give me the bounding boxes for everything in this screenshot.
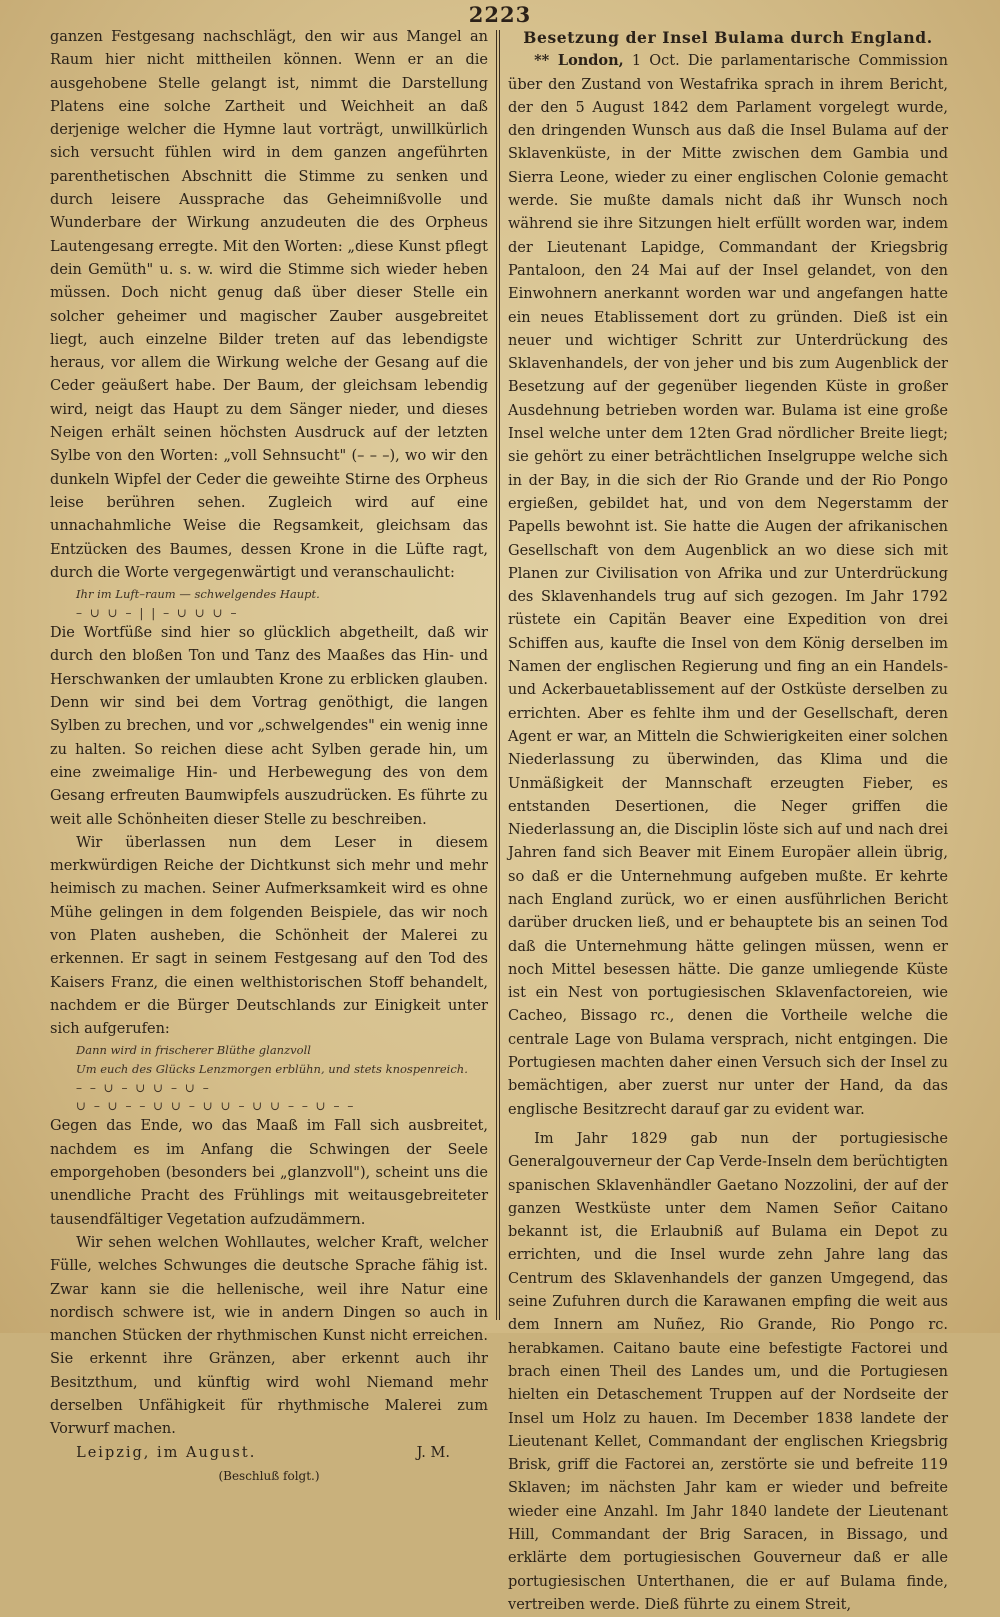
paragraph: ganzen Festgesang nachschlägt, den wir aus Mangel an Raum hier nicht mittheilen können. Wenn er an die ausgehobene Stelle gelangt ist, nimmt die Darstellung Platens eine solche Zartheit und Weichheit an daß derjenige welcher die Hymne laut vorträgt, unwillkürlich sich versucht fühlen wird in dem ganzen angeführten parenthetischen Abschnitt die Stimme zu senken und durch leisere Aussprache das Geheimnißvolle und Wunderbare der Wirkung anzudeuten die des Orpheus Lautengesang erregte. Mit den Worten: „diese Kunst pflegt dein Gemüth" u. s. w. wird die Stimme sich wieder heben müssen. Doch nicht genug daß über dieser Stelle ein solcher geheimer und magischer Zauber ausgebreitet liegt, auch einzelne Bilder treten auf das lebendigste heraus, vor allem die Wirkung welche der Gesang auf die Ceder geäußert habe. Der Baum, der gleichsam lebendig wird, neigt das Haupt zu dem Sänger nieder, und dieses Neigen erhält seinen höchsten Ausdruck auf der letzten Sylbe von den Worten: „voll Sehnsucht" (– – –), wo wir den dunkeln Wipfel der Ceder die geweihte Stirne des Orpheus leise berühren sehen. Zugleich wird auf eine unnachahmliche Weise die Regsamkeit, gleichsam das Entzücken des Baumes, dessen Krone in die Lüfte ragt, durch die Worte vergegenwärtigt und veranschaulicht: [50,29,488,581]
paragraph: Im Jahr 1829 gab nun der portugiesische Generalgouverneur der Cap Verde-Inseln dem berüchtigten spanischen Sklavenhändler Gaetano Nozzolini, der auf der ganzen Westküste unter dem Namen Señor Caitano bekannt ist, die Erlaubniß auf Bulama ein Depot zu errichten, und die Insel wurde zehn Jahre lang das Centrum des Sklavenhandels der ganzen Umgegend, das seine Zufuhren durch die Karawanen empfing die weit aus dem Innern am Nuñez, Rio Grande, Rio Pongo rc. herabkamen. Caitano baute eine befestigte Factorei und brach einen Theil des Landes um, und die Portugiesen hielten ein Detaschement Truppen auf der Nordseite der Insel um Holz zu hauen. Im December 1838 landete der Lieutenant Kellet, Commandant der englischen Kriegsbrig Brisk, griff die Factorei an, zerstörte sie und befreite 119 Sklaven; im nächsten Jahr kam er wieder und befreite wieder eine Anzahl. Im Jahr 1840 landete der Lieutenant Hill, Commandant der Brig Saracen, in Bissago, und erklärte dem portugiesischen Gouverneur daß er alle portugiesischen Unterthanen, die er auf Bulama finde, vertreiben werde. Dieß führte zu einem Streit, [508,1130,948,1613]
verse-quote: Um euch des Glücks Lenzmorgen erblühn, und stets knospenreich. [76,1062,468,1077]
verse-quote: Dann wird in frischerer Blüthe glanzvoll [76,1043,311,1058]
page-number: 2223 [468,2,532,27]
meter-notation: – ∪ ∪ – | | – ∪ ∪ ∪ – [76,606,239,621]
paragraph-text: 1 Oct. Die parlamentarische Commission über den Zustand von Westafrika sprach in ihrem Bericht, der den 5 August 1842 dem Parlament vorgelegt wurde, den dringenden Wunsch aus daß die Insel Bulama auf der Sklavenküste, in der Mitte zwischen dem Gambia und Sierra Leone, wieder zu einer englischen Colonie gemacht werde. Sie mußte damals nicht daß ihr Wunsch noch während sie ihre Sitzungen hielt erfüllt worden war, indem der Lieutenant Lapidge, Commandant der Kriegsbrig Pantaloon, den 24 Mai auf der Insel gelandet, von den Einwohnern anerkannt worden war und angefangen hatte ein neues Etablissement dort zu gründen. Dieß ist ein neuer und wichtiger Schritt zur Unterdrückung des Sklavenhandels, der von jeher und bis zum Augenblick der Besetzung auf der gegenüber liegenden Küste in großer Ausdehnung betrieben worden war. Bulama ist eine große Insel welche unter dem 12ten Grad nördlicher Breite liegt; sie gehört zu einer beträchtlichen Inselgruppe welche sich in der Bay, in die sich der Rio Grande und der Rio Pongo ergießen, gebildet hat, und von dem Negerstamm der Papells bewohnt ist. Sie hatte die Augen der afrikanischen Gesellschaft von dem Augenblick an wo diese sich mit Planen zur Civilisation von Afrika und zur Unterdrückung des Sklavenhandels trug auf sich gezogen. Im Jahr 1792 rüstete ein Capitän Beaver eine Expedition von drei Schiffen aus, kaufte die Insel von dem König derselben im Namen der englischen Regierung und fing an ein Handels- und Ackerbauetablissement auf der Ostküste derselben zu errichten. Aber es fehlte ihm und der Gesellschaft, deren Agent er war, an Mitteln die Schwierigkeiten einer solchen Niederlassung zu überwinden, das Klima und die Unmäßigkeit der Mannschaft erzeugten Fieber, es entstanden Desertionen, die Neger griffen die Niederlassung an, die Disciplin löste sich auf und nach drei Jahren fand sich Beaver mit Einem Europäer allein übrig, so daß er die Unternehmung aufgeben mußte. Er kehrte nach England zurück, wo er einen ausführlichen Bericht darüber drucken ließ, und er behauptete bis an seinen Tod daß die Unternehmung hätte gelingen müssen, wenn er noch Mittel besessen hätte. Die ganze umliegende Küste ist ein Nest von portugiesischen Sklavenfactoreien, wie Cacheo, Bissago rc., denen die Vortheile welche die centrale Lage von Bulama versprach, nicht entgingen. Die Portugiesen machten daher einen Versuch sich der Insel zu bemächtigen, aber zuerst nur unter der Hand, da das englische Besitzrecht darauf gar zu evident war. [508,53,948,1118]
column-rule [496,30,497,1320]
author-signature: J. M. [416,1444,450,1461]
meter-notation: – – ∪ – ∪ ∪ – ∪ – [76,1081,211,1096]
signature-line [50,1442,488,1465]
place-date: Leipzig, im August. [76,1444,257,1461]
paragraph: Wir überlassen nun dem Leser in diesem merkwürdigen Reiche der Dichtkunst sich mehr und mehr heimisch zu machen. Seiner Aufmerksamkeit wird es ohne Mühe gelingen in dem folgenden Beispiele, das wir noch von Platen ausheben, die Schönheit der Malerei zu erkennen. Er sagt in seinem Festgesang auf den Tod des Kaisers Franz, die einen welthistorischen Stoff behandelt, nachdem er die Bürger Deutschlands zur Einigkeit unter sich aufgerufen: [50,834,488,1038]
left-column [50,26,488,1488]
continuation-note: (Beschluß folgt.) [218,1468,320,1483]
dateline: ** London, [534,52,624,70]
paragraph: Die Wortfüße sind hier so glücklich abgetheilt, daß wir durch den bloßen Ton und Tanz des Maaßes das Hin- und Herschwanken der umlaubten Krone zu erblicken glauben. Denn wir sind bei dem Vortrag genöthigt, die langen Sylben zu brechen, und vor „schwelgendes" ein wenig inne zu halten. So reichen diese acht Sylben gerade hin, um eine zweimalige Hin- und Herbewegung des von dem Gesang erfreuten Baumwipfels auszudrücken. Es führte zu weit alle Schönheiten dieser Stelle zu beschreiben. [50,625,488,828]
verse-quote: Ihr im Luft–raum — schwelgendes Haupt. [76,587,320,602]
meter-notation: ∪ – ∪ – – ∪ ∪ – ∪ ∪ – ∪ ∪ – – ∪ – – [76,1099,356,1114]
column-rule-inner [499,30,500,1320]
right-column [508,26,948,1617]
paragraph: Gegen das Ende, wo das Maaß im Fall sich ausbreitet, nachdem es im Anfang die Schwingen der Seele emporgehoben (besonders bei „glanzvoll"), scheint uns die unendliche Pracht des Frühlings mit weitausgebreiteter tausendfältiger Vegetation aufzudämmern. [50,1118,488,1228]
paragraph [508,49,948,1122]
article-headline: Besetzung der Insel Bulama durch England. [523,28,933,47]
paragraph: Wir sehen welchen Wohllautes, welcher Kraft, welcher Fülle, welches Schwunges die deutsche Sprache fähig ist. Zwar kann sie die hellenische, weil ihre Natur eine nordisch schwere ist, wie in andern Dingen so auch in manchen Stücken der rhythmischen Kunst nicht erreichen. Sie erkennt ihre Gränzen, aber erkennt auch ihr Besitzthum, und künftig wird wohl Niemand mehr derselben Unfähigkeit für rhythmische Malerei zum Vorwurf machen. [50,1234,488,1438]
